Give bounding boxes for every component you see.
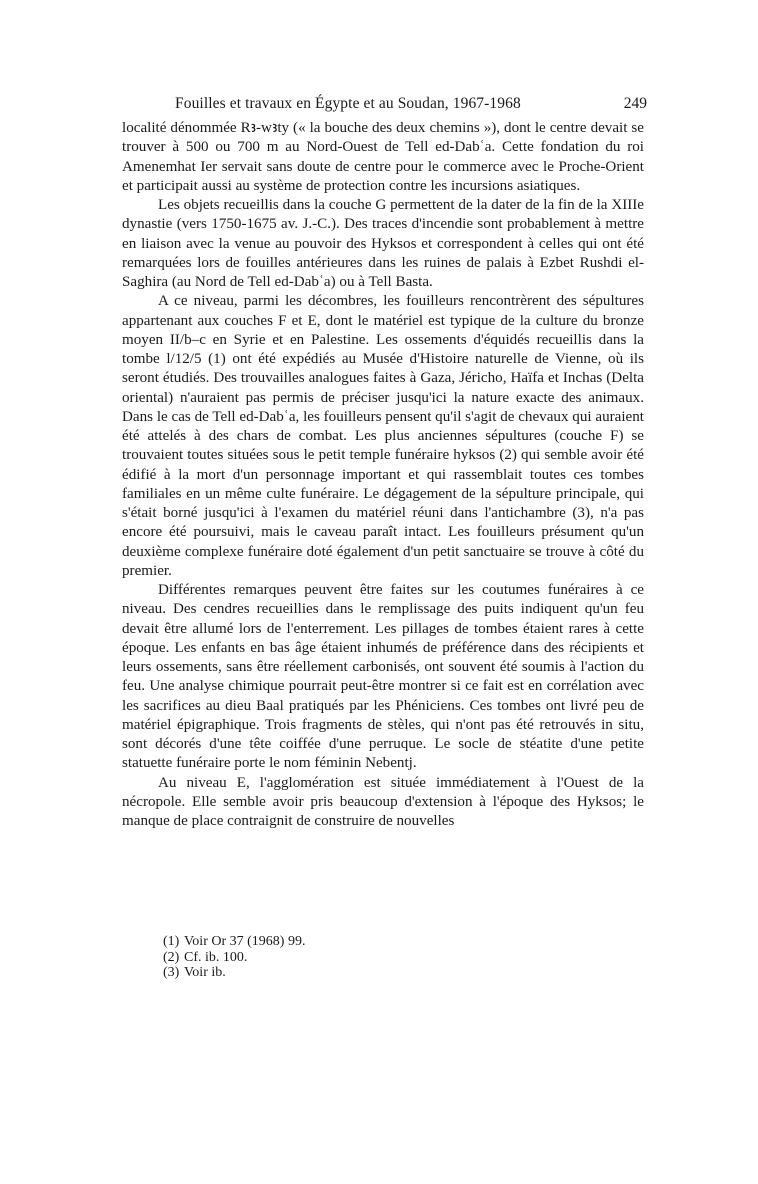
footnote	[163, 934, 563, 950]
paragraph: localité dénommée Rꜣ-wꜣty (« la bouche des deux chemins »), dont le centre devait se trouver à 500 ou 700 m au Nord-Ouest de Tell ed-Dabʿa. Cette fondation du roi Amenemhat Ier servait sans doute de centre pour le commerce avec le Proche-Orient et participait aussi au système de protection contre les incursions asiatiques.	[122, 120, 644, 194]
running-title: Fouilles et travaux en Égypte et au Soudan, 1967-1968	[175, 95, 521, 112]
footnote-text: Cf. ib. 100.	[184, 949, 248, 965]
footnote-marker: (3)	[163, 965, 180, 980]
paragraph: Les objets recueillis dans la couche G permettent de la dater de la fin de la XIIIe dynastie (vers 1750-1675 av. J.-C.). Des traces d'incendie sont probablement à mettre en liaison avec la venue au pouvoir des Hyksos et correspondent à celles qui ont été remarquées lors de fouilles antérieures dans les ruines de palais à Ezbet Rushdi el-Saghira (au Nord de Tell ed-Dabʿa) ou à Tell Basta.	[122, 197, 644, 290]
page-number: 249	[623, 95, 647, 112]
footnote	[163, 950, 563, 966]
running-header	[175, 93, 647, 115]
body-text	[122, 119, 644, 831]
footnote-text: Voir Or 37 (1968) 99.	[184, 934, 306, 949]
footnote-marker: (1)	[163, 934, 180, 949]
paragraph: Différentes remarques peuvent être faites sur les coutumes funéraires à ce niveau. Des cendres recueillies dans le remplissage des puits indiquent qu'un feu devait être allumé lors de l'enterrement. Les pillages de tombes étaient rares à cette époque. Les enfants en bas âge étaient inhumés de préférence dans des récipients et leurs ossements, sans être réellement carbonisés, ont souvent été soumis à l'action du feu. Une analyse chimique pourrait peut-être montrer si ce fait est en corrélation avec les sacrifices au dieu Baal pratiqués par les Phéniciens. Ces tombes ont livré peu de matériel épigraphique. Trois fragments de stèles, qui n'ont pas été retrouvés in situ, sont décorés d'une tête coiffée d'une perruque. Le socle de stéatite d'une petite statuette funéraire porte le nom féminin Nebentj.	[122, 582, 644, 772]
footnote	[163, 965, 563, 981]
paragraph: Au niveau E, l'agglomération est située immédiatement à l'Ouest de la nécropole. Elle semble avoir pris beaucoup d'extension à l'époque des Hyksos; le manque de place contraignit de construire de nouvelles	[122, 774, 644, 829]
footnote-text: Voir ib.	[184, 965, 226, 980]
footnotes	[163, 934, 563, 981]
paragraph: A ce niveau, parmi les décombres, les fouilleurs rencontrèrent des sépultures appartenant aux couches F et E, dont le matériel est typique de la culture du bronze moyen II/b–c en Syrie et en Palestine. Les ossements d'équidés recueillis dans la tombe l/12/5 (1) ont été expédiés au Musée d'Histoire naturelle de Vienne, où ils seront étudiés. Des trouvailles analogues faites à Gaza, Jéricho, Haïfa et Inchas (Delta oriental) n'auraient pas permis de préciser jusqu'ici la nature exacte des animaux. Dans le cas de Tell ed-Dabʿa, les fouilleurs pensent qu'il s'agit de chevaux qui auraient été attelés à des chars de combat. Les plus anciennes sépultures (couche F) se trouvaient toutes situées sous le petit temple funéraire hyksos (2) qui semble avoir été édifié à la mort d'un personnage important et qui rassemblait toutes ces tombes familiales en un même culte funéraire. Le dégagement de la sépulture principale, qui s'était borné jusqu'ici à l'examen du matériel réuni dans l'antichambre (3), n'a pas encore été poursuivi, mais le caveau paraît intact. Les fouilleurs présument qu'un deuxième complexe funéraire doté également d'un petit sanctuaire se trouve à côté du premier.	[122, 293, 644, 579]
footnote-marker: (2)	[163, 949, 180, 965]
